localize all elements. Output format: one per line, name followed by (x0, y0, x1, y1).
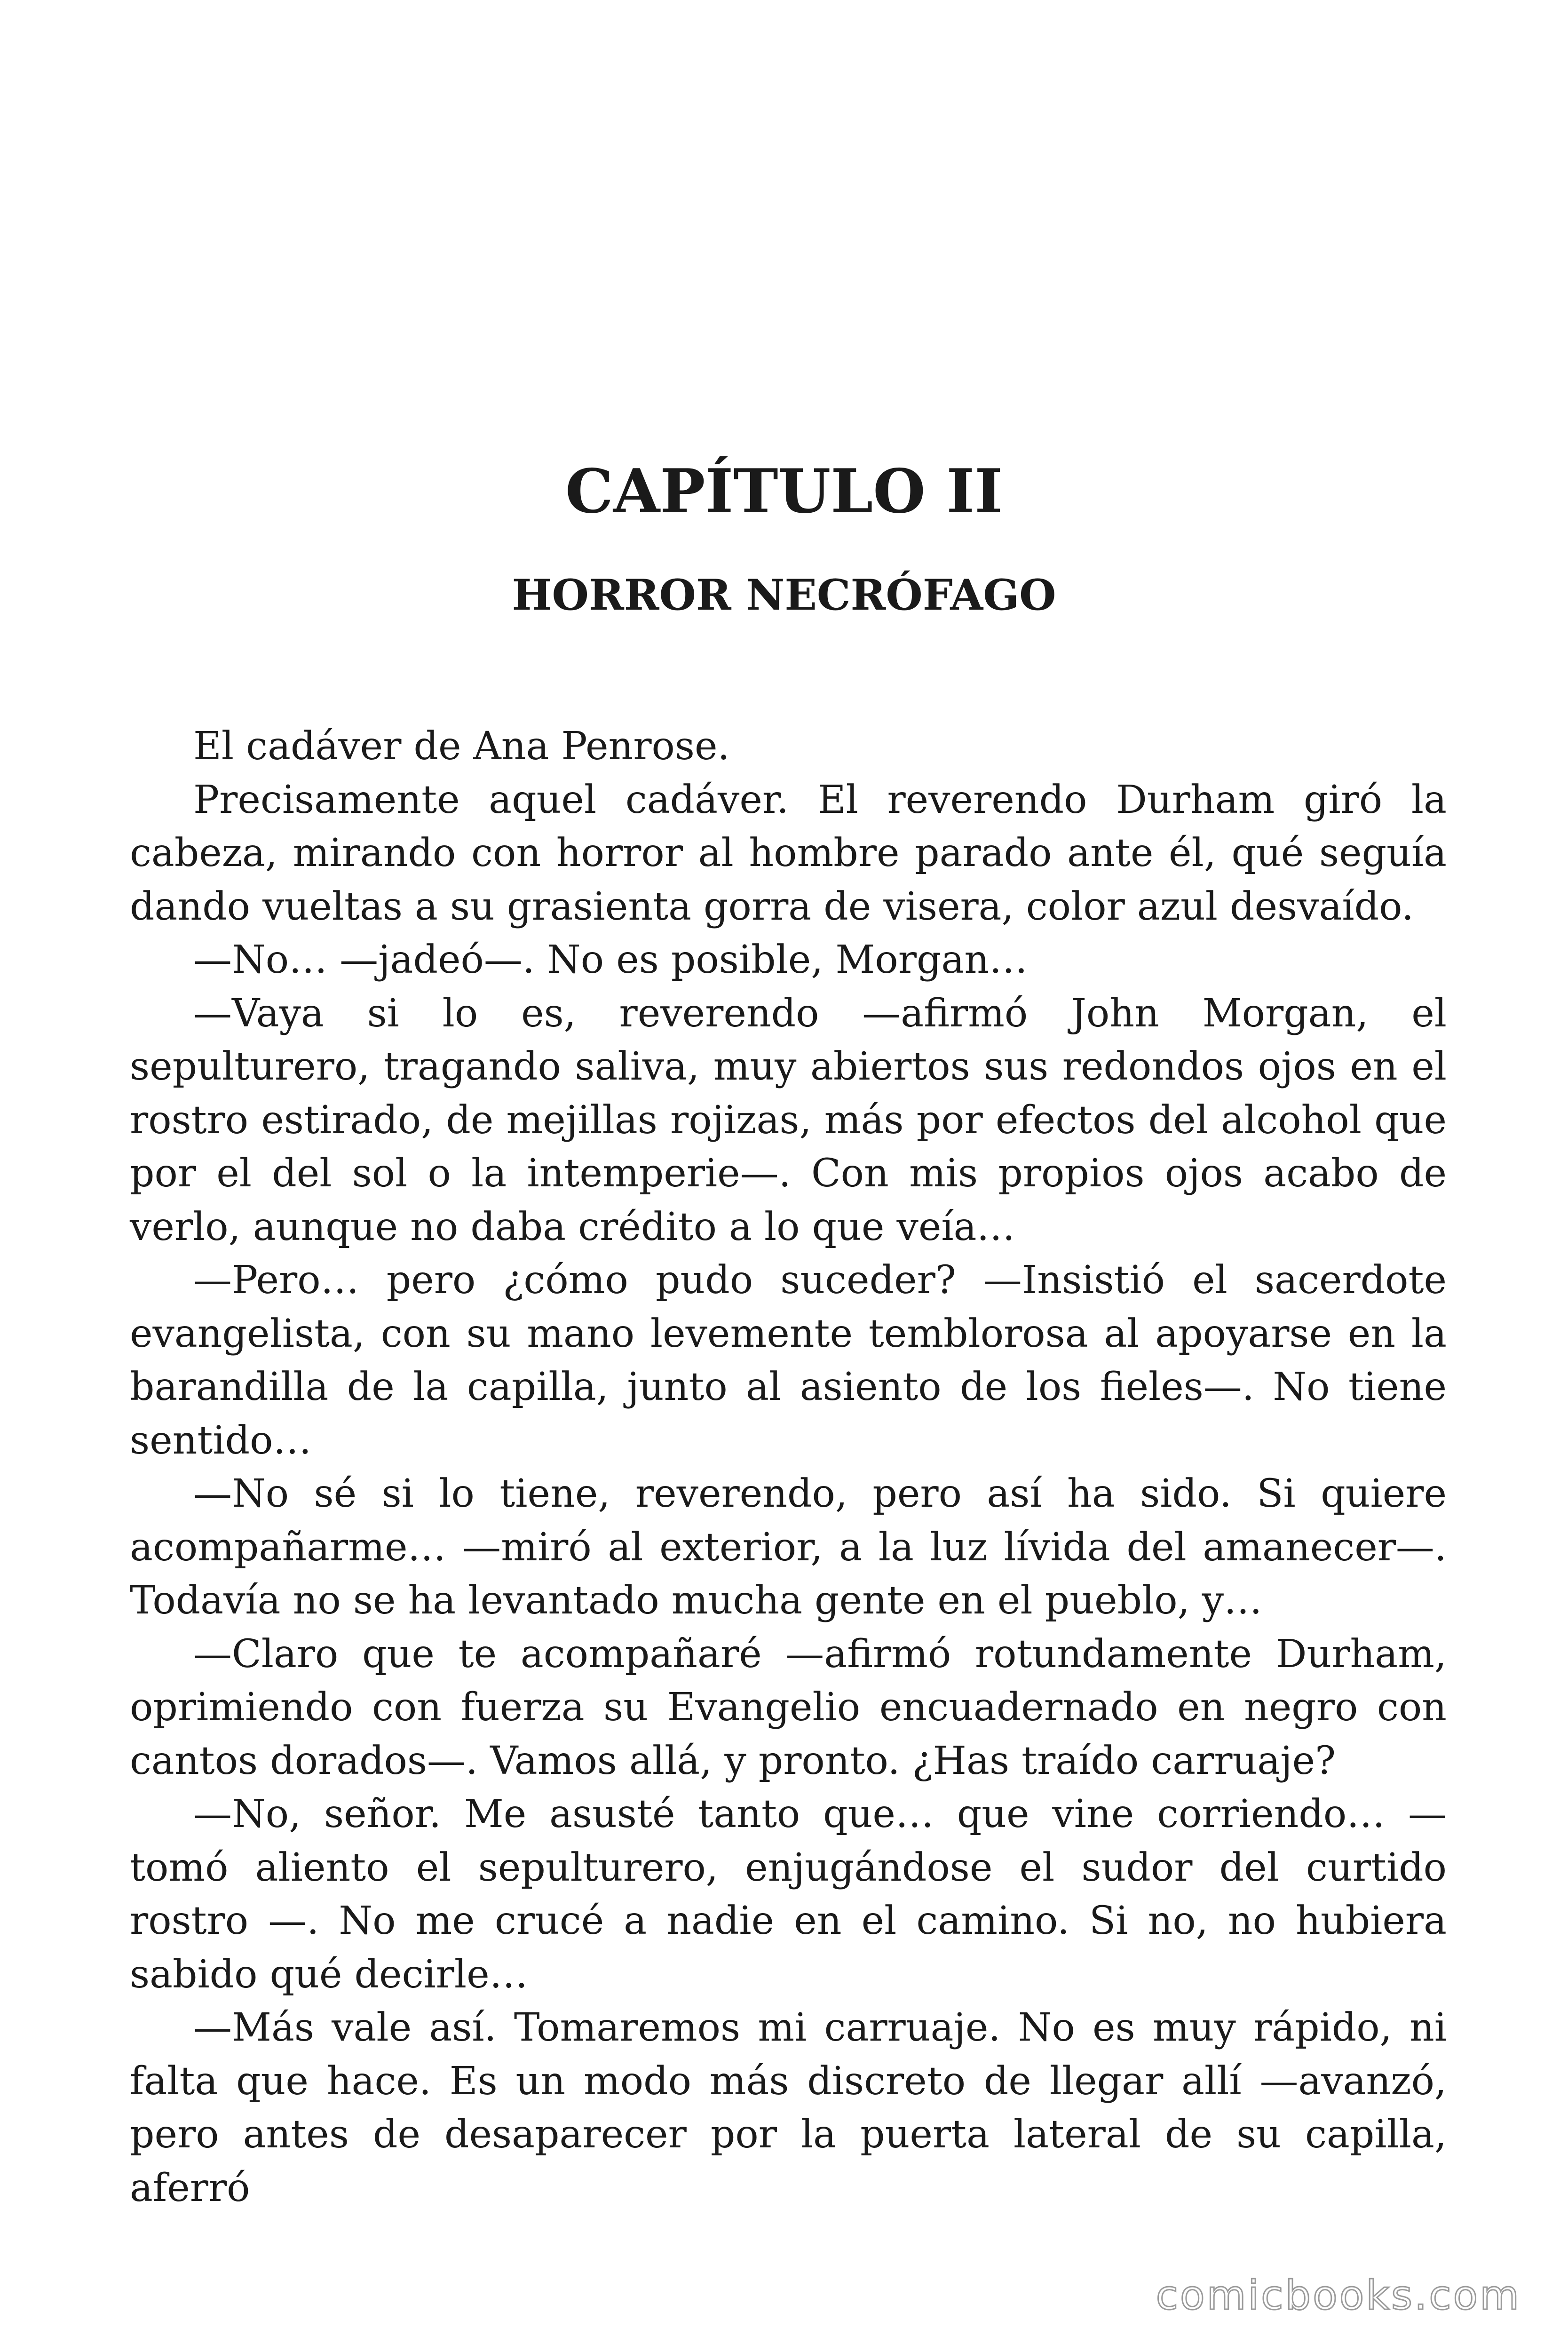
paragraph: —Claro que te acompañaré —afirmó rotundamente Durham, oprimiendo con fuerza su Evangelio encuadernado en negro con cantos dorados—. Vamos allá, y pronto. ¿Has traído carruaje? (130, 1631, 1447, 1783)
paragraph: —No… —jadeó—. No es posible, Morgan… (193, 938, 1028, 982)
chapter-title: CAPÍTULO II (565, 456, 1003, 527)
paragraph: —No, señor. Me asusté tanto que… que vine corriendo… —tomó aliento el sepulturero, enjugándose el sudor del curtido rostro —. No me crucé a nadie en el camino. Si no, no hubiera sabido qué decirle… (130, 1792, 1447, 1997)
paragraph: —No sé si lo tiene, reverendo, pero así ha sido. Si quiere acompañarme… —miró al exterior, a la luz lívida del amanecer—. Todavía no se ha levantado mucha gente en el pueblo, y… (130, 1471, 1447, 1623)
paragraph: —Pero… pero ¿cómo pudo suceder? —Insistió el sacerdote evangelista, con su mano levemente temblorosa al apoyarse en la barandilla de la capilla, junto al asiento de los fieles—. No tiene sentido… (130, 1258, 1447, 1463)
watermark: comicbooks.com (1156, 2272, 1521, 2319)
paragraph: Precisamente aquel cadáver. El reverendo Durham giró la cabeza, mirando con horror al hombre parado ante él, qué seguía dando vueltas a su grasienta gorra de visera, color azul desvaído. (130, 777, 1447, 929)
paragraph: —Vaya si lo es, reverendo —afirmó John Morgan, el sepulturero, tragando saliva, muy abiertos sus redondos ojos en el rostro estirado, de mejillas rojizas, más por efectos del alcohol que por el del sol o la intemperie—. Con mis propios ojos acabo de verlo, aunque no daba crédito a lo que veía… (130, 991, 1447, 1249)
paragraph: El cadáver de Ana Penrose. (193, 724, 730, 769)
paragraph: —Más vale así. Tomaremos mi carruaje. No es muy rápido, ni falta que hace. Es un modo más discreto de llegar allí —avanzó, pero antes de desaparecer por la puerta lateral de su capilla, aferró (130, 2005, 1447, 2210)
chapter-subtitle: HORROR NECRÓFAGO (512, 570, 1056, 620)
chapter-body (130, 720, 1447, 2215)
